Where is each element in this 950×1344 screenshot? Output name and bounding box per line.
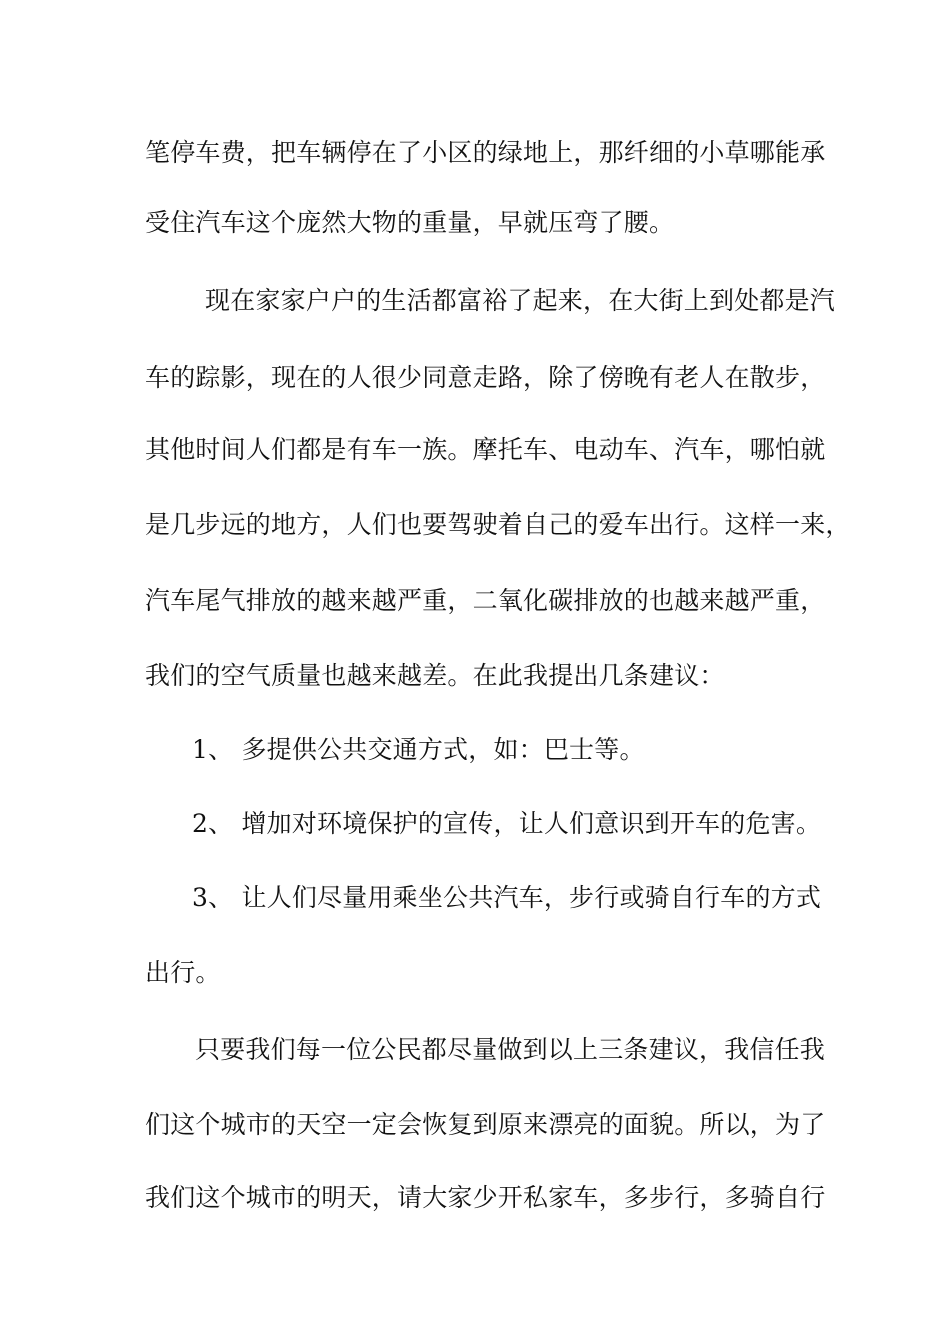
- paragraph-line: 是几步远的地方，人们也要驾驶着自己的爱车出行。这样一来，: [145, 510, 851, 539]
- paragraph-line: 们这个城市的天空一定会恢复到原来漂亮的面貌。所以，为了: [145, 1110, 826, 1139]
- paragraph-line: 笔停车费，把车辆停在了小区的绿地上，那纤细的小草哪能承: [145, 138, 826, 167]
- list-item-1: 1、 多提供公共交通方式，如：巴士等。: [192, 735, 645, 764]
- list-item-2: 2、 增加对环境保护的宣传，让人们意识到开车的危害。: [192, 809, 822, 838]
- paragraph-line: 汽车尾气排放的越来越严重，二氧化碳排放的也越来越严重，: [145, 586, 826, 615]
- list-item-3: 3、 让人们尽量用乘坐公共汽车，步行或骑自行车的方式: [192, 883, 822, 912]
- paragraph-line: 现在家家户户的生活都富裕了起来，在大街上到处都是汽: [205, 286, 836, 315]
- paragraph-line: 车的踪影，现在的人很少同意走路，除了傍晚有老人在散步，: [145, 363, 826, 392]
- paragraph-line: 受住汽车这个庞然大物的重量，早就压弯了腰。: [145, 208, 675, 237]
- paragraph-line: 我们这个城市的明天，请大家少开私家车，多步行，多骑自行: [145, 1183, 826, 1212]
- paragraph-line: 出行。: [145, 958, 221, 987]
- paragraph-line: 我们的空气质量也越来越差。在此我提出几条建议：: [145, 661, 725, 690]
- paragraph-line: 其他时间人们都是有车一族。摩托车、电动车、汽车，哪怕就: [145, 435, 826, 464]
- paragraph-line: 只要我们每一位公民都尽量做到以上三条建议，我信任我: [195, 1035, 826, 1064]
